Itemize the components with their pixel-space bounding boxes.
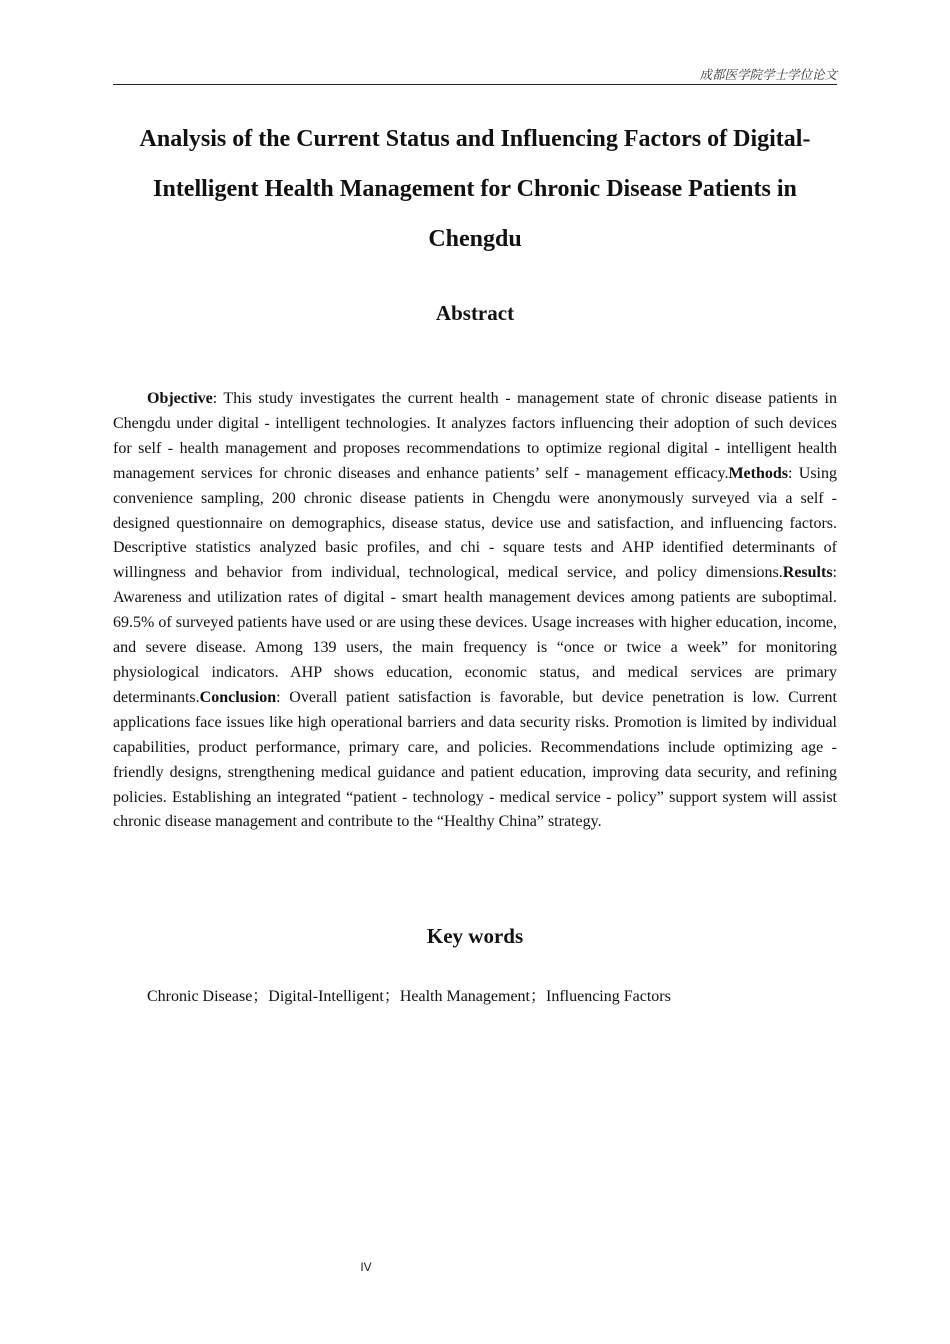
abstract-heading: Abstract — [435, 301, 515, 325]
objective-text: : This study investigates the current health - management state of chronic disease patients in Chengdu under digital - intelligent technologies. It analyzes factors influencing their adoption of such devices for self - health management and proposes recommendations to optimize regional digital - intelligent health management services for chronic diseases and enhance patients’ self - management efficacy. — [113, 390, 837, 482]
abstract-body — [113, 387, 837, 835]
keywords-heading: Key words — [426, 924, 524, 948]
page-number: IV — [360, 1260, 372, 1274]
objective-label: Objective — [147, 390, 213, 407]
paper-title: Analysis of the Current Status and Influencing Factors of Digital-Intelligent Health Management for Chronic Disease Patients in Chengdu — [139, 126, 811, 252]
methods-label: Methods — [728, 464, 789, 482]
keywords-list: Chronic Disease；Digital-Intelligent；Health Management；Influencing Factors — [147, 988, 671, 1005]
results-text: : Awareness and utilization rates of digital - smart health management devices among patients are suboptimal. 69.5% of surveyed patients have used or are using these devices. Usage increases with higher education, income, and severe disease. Among 139 users, the main frequency is “once or twice a week” for monitoring physiological indicators. AHP shows education, economic status, and medical services are primary determinants. — [113, 564, 837, 706]
conclusion-label: Conclusion — [199, 688, 277, 706]
conclusion-text: : Overall patient satisfaction is favorable, but device penetration is low. Current applications face issues like high operational barriers and data security risks. Promotion is limited by individual capabilities, product performance, primary care, and policies. Recommendations include optimizing age - friendly designs, strengthening medical guidance and patient education, improving data security, and refining policies. Establishing an integrated “patient - technology - medical service - policy” support system will assist chronic disease management and contribute to the “Healthy China” strategy. — [113, 688, 837, 831]
results-label: Results — [782, 564, 833, 582]
methods-text: : Using convenience sampling, 200 chronic disease patients in Chengdu were anonymously surveyed via a self - designed questionnaire on demographics, disease status, device use and satisfaction, and influencing factors. Descriptive statistics analyzed basic profiles, and chi - square tests and AHP identified determinants of willingness and behavior from individual, technological, medical service, and policy dimensions. — [113, 464, 837, 582]
running-header: 成都医学院学士学位论文 — [113, 66, 837, 85]
